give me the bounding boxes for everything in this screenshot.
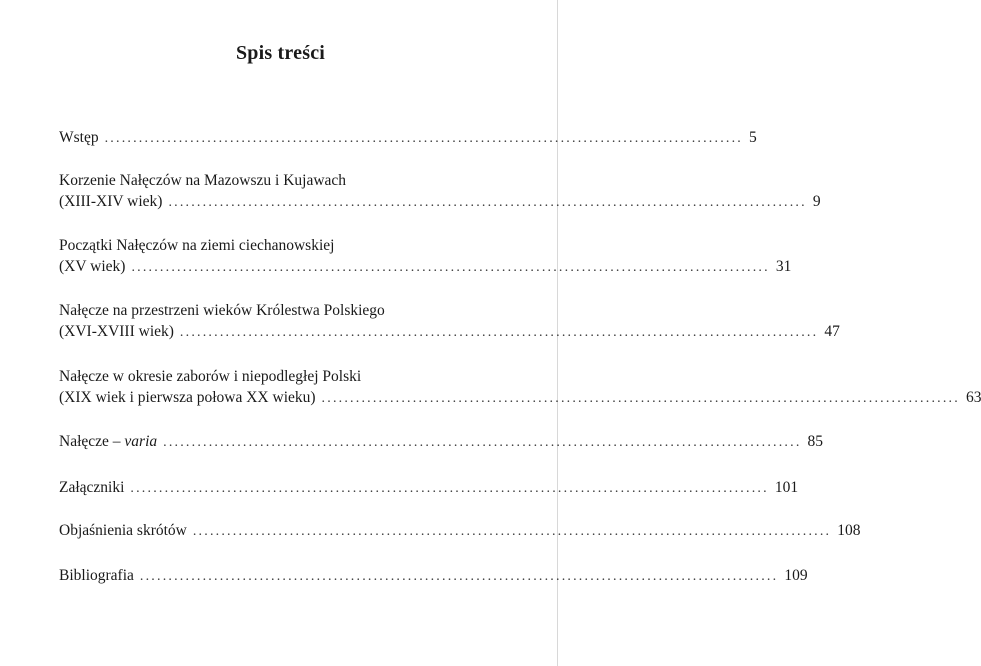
toc-entry-title: Bibliografia bbox=[59, 567, 134, 584]
toc-entry-title-italic: varia bbox=[124, 433, 158, 450]
toc-entry-title: Nałęcze na przestrzeni wieków Królestwa Polskiego bbox=[59, 302, 385, 319]
dot-leader: ................................................................................................................ bbox=[321, 391, 960, 406]
toc-entry-skroty[interactable] bbox=[59, 520, 861, 541]
toc-line bbox=[59, 565, 808, 586]
toc-entry-title: Początki Nałęczów na ziemi ciechanowskiej bbox=[59, 237, 335, 254]
toc-page-number: 31 bbox=[775, 258, 792, 275]
toc-entry-title: Objaśnienia skrótów bbox=[59, 522, 187, 539]
dot-leader: ................................................................................................................ bbox=[163, 435, 802, 450]
toc-entry-poczatki[interactable] bbox=[59, 235, 792, 277]
dot-leader: ................................................................................................................ bbox=[139, 569, 779, 584]
toc-entry-subtitle: (XIII-XIV wiek) bbox=[59, 193, 163, 210]
toc-entry-korzenie[interactable] bbox=[59, 170, 821, 212]
toc-line bbox=[59, 520, 861, 541]
toc-line bbox=[59, 321, 840, 342]
toc-line bbox=[59, 366, 504, 387]
toc-page-number: 109 bbox=[784, 567, 808, 584]
toc-entry-title: Korzenie Nałęczów na Mazowszu i Kujawach bbox=[59, 172, 347, 189]
toc-page-number: 5 bbox=[749, 129, 757, 146]
toc-entry-title: Wstęp bbox=[59, 129, 99, 146]
toc-line bbox=[59, 256, 792, 277]
page-title: Spis treści bbox=[235, 42, 326, 64]
dot-leader: ................................................................................................................ bbox=[104, 131, 744, 146]
dot-leader: ................................................................................................................ bbox=[131, 260, 770, 275]
toc-line bbox=[59, 387, 981, 408]
toc-entry-title bbox=[59, 431, 157, 452]
toc-page-number: 63 bbox=[965, 389, 981, 406]
dot-leader: ................................................................................................................ bbox=[130, 481, 769, 496]
toc-page-number: 85 bbox=[807, 433, 824, 450]
toc-page-number: 108 bbox=[837, 522, 861, 539]
toc-line bbox=[59, 127, 757, 148]
toc-entry-title: Załączniki bbox=[59, 479, 125, 496]
toc-line bbox=[59, 431, 824, 452]
toc-entry-varia[interactable] bbox=[59, 431, 824, 452]
dot-leader: ................................................................................................................ bbox=[179, 325, 819, 340]
toc-entry-title-main: Nałęcze – bbox=[59, 433, 125, 450]
toc-entry-subtitle: (XV wiek) bbox=[59, 258, 126, 275]
toc-entry-bibliografia[interactable] bbox=[59, 565, 808, 586]
dot-leader: ................................................................................................................ bbox=[168, 195, 807, 210]
toc-line bbox=[59, 170, 504, 191]
toc-line bbox=[59, 300, 504, 321]
toc-entry-title: Nałęcze w okresie zaborów i niepodległej Polski bbox=[59, 368, 362, 385]
toc-entry-krolestwo[interactable] bbox=[59, 300, 840, 342]
toc-page-number: 9 bbox=[812, 193, 821, 210]
toc-entry-wstep[interactable] bbox=[59, 127, 757, 148]
toc-entry-zalaczniki[interactable] bbox=[59, 477, 799, 498]
toc-line bbox=[59, 235, 504, 256]
toc-line bbox=[59, 477, 799, 498]
toc-page-number: 101 bbox=[774, 479, 799, 496]
dot-leader: ................................................................................................................ bbox=[192, 524, 832, 539]
toc-entry-subtitle: (XIX wiek i pierwsza połowa XX wieku) bbox=[59, 389, 316, 406]
toc-entry-zabory[interactable] bbox=[59, 366, 981, 408]
toc-page-number: 47 bbox=[824, 323, 840, 340]
toc-line bbox=[59, 191, 821, 212]
toc-entry-subtitle: (XVI-XVIII wiek) bbox=[59, 323, 174, 340]
